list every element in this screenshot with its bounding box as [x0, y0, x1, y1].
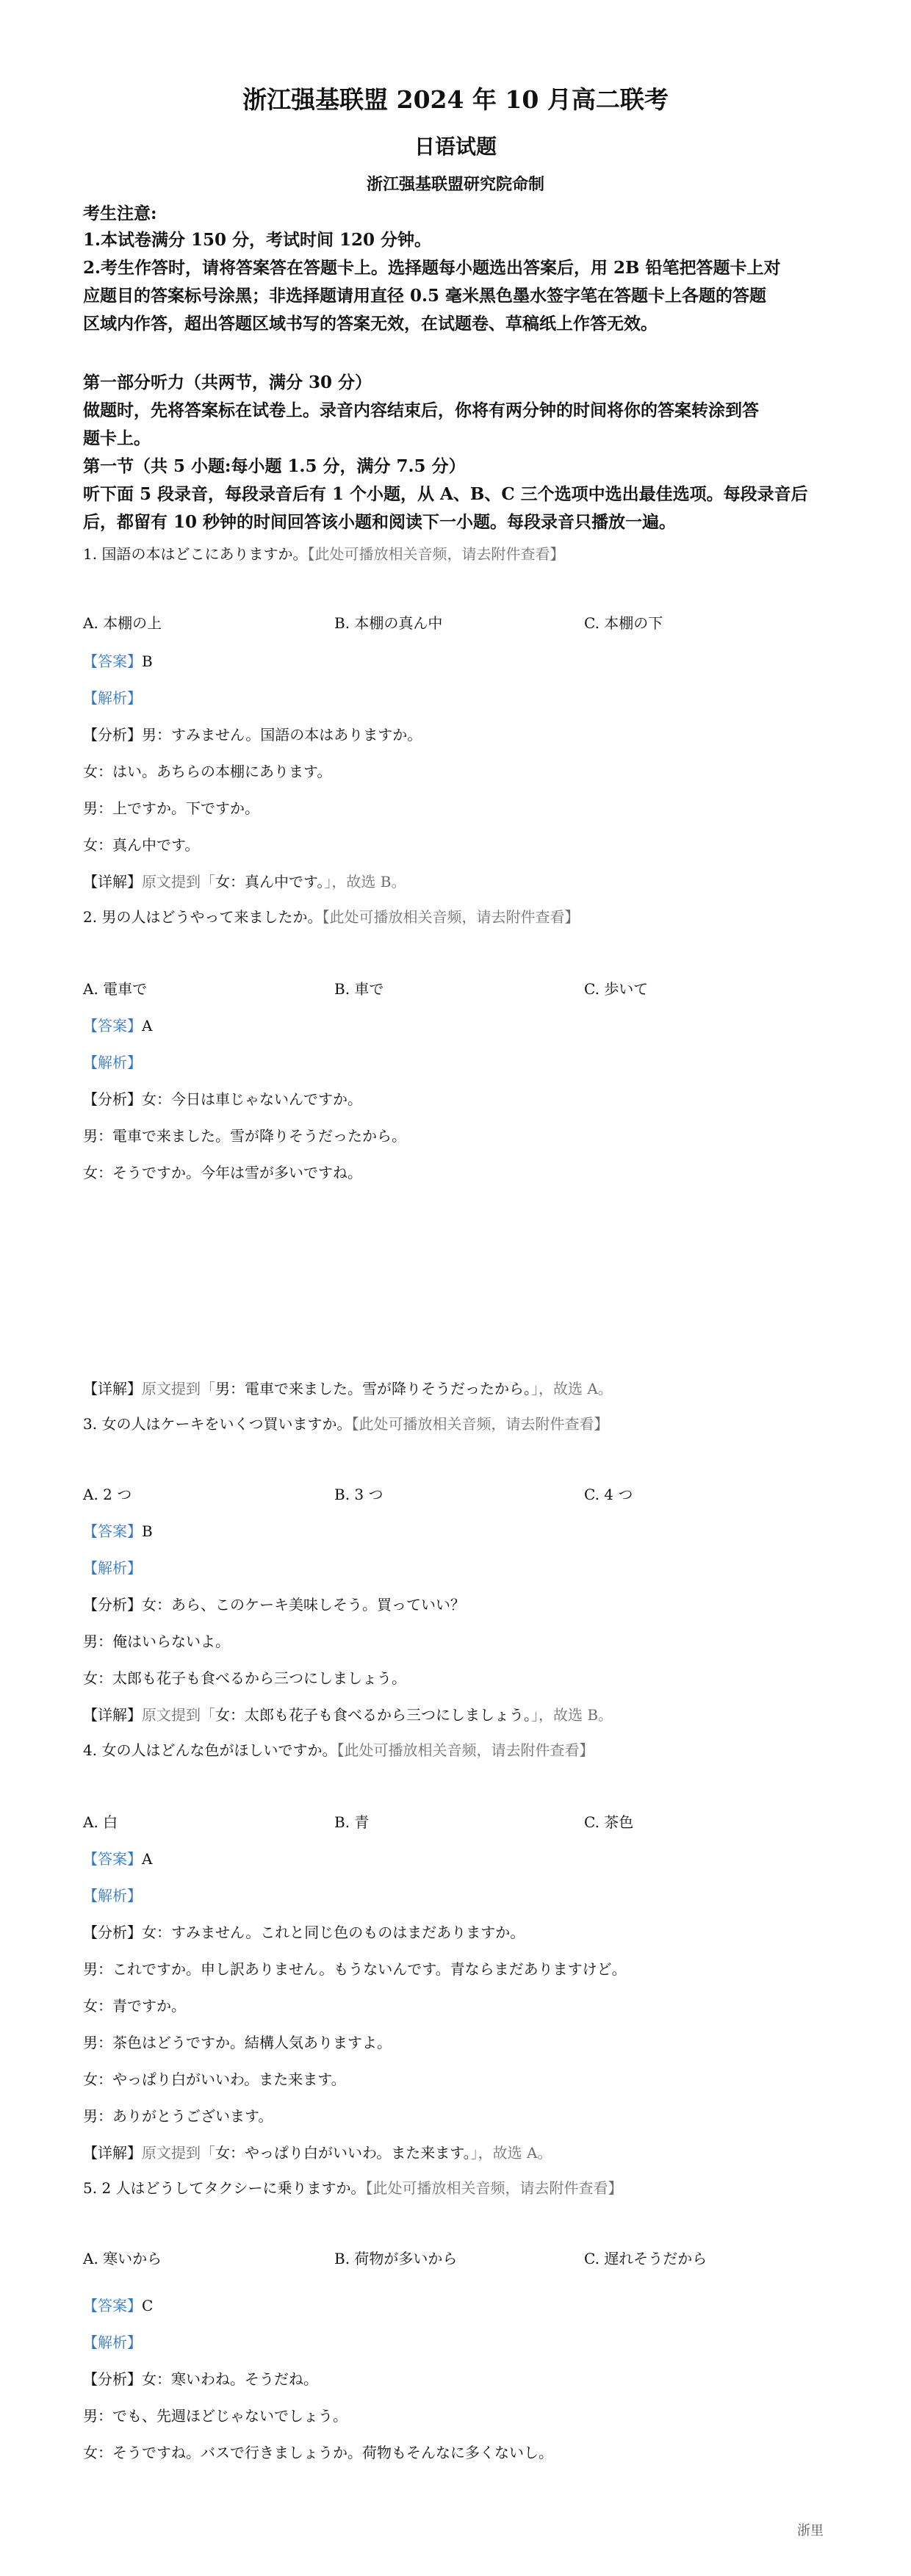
detail-label: 【详解】 — [83, 1380, 142, 1397]
q3-transcript-1 — [83, 1593, 465, 1614]
q5-answer — [83, 2294, 153, 2315]
answer-value: A — [142, 1017, 153, 1035]
part1-heading: 第一部分听力（共两节，满分 30 分） — [83, 373, 372, 392]
q1-transcript-3: 男：上ですか。下ですか。 — [83, 799, 259, 817]
q4-detail: 【详解】原文提到「女：やっぱり白がいいわ。また来ます。」，故选 A。 — [83, 2144, 552, 2162]
part1-instruction-line-2: 题卡上。 — [83, 428, 151, 448]
q4-transcript-5: 女：やっぱり白がいいわ。また来ます。 — [83, 2070, 346, 2088]
q3-transcript-3: 女：太郎も花子も食べるから三つにしましょう。 — [83, 1669, 406, 1687]
q2-option-c: C. 歩いて — [584, 980, 649, 998]
q1-option-c: C. 本棚の下 — [584, 614, 663, 632]
notice-item-2-line-1: 2.考生作答时，请将答案答在答题卡上。选择题每小题选出答案后，用 2B 铅笔把答题卡上对 — [83, 258, 781, 278]
audio-note: 【此处可播放相关音频，请去附件查看】 — [351, 1415, 609, 1433]
q4-transcript-6: 男：ありがとうございます。 — [83, 2107, 273, 2125]
organization-line: 浙江强基联盟研究院命制 — [366, 175, 544, 194]
answer-value: B — [142, 1522, 153, 1540]
q1-answer — [83, 650, 153, 671]
q4-answer — [83, 1847, 152, 1868]
q1-transcript-4: 女：真ん中です。 — [83, 836, 200, 854]
question-5-stem — [83, 2176, 623, 2198]
fenxi-label: 【分析】 — [83, 1090, 142, 1108]
answer-value: B — [142, 652, 153, 670]
q4-option-a: A. 白 — [83, 1813, 118, 1831]
answer-label: 【答案】 — [83, 1850, 142, 1868]
q3-option-a: A. 2 つ — [83, 1486, 132, 1503]
q2-answer — [83, 1014, 152, 1035]
q3-analysis-label: 【解析】 — [83, 1559, 142, 1577]
q2-transcript-2: 男：電車で来ました。雪が降りそうだったから。 — [83, 1127, 406, 1145]
q3-option-b: B. 3 つ — [334, 1486, 384, 1503]
q3-transcript-2: 男：俺はいらないよ。 — [83, 1633, 230, 1650]
notice-item-2-line-3: 区域内作答，超出答题区域书写的答案无效，在试题卷、草稿纸上作答无效。 — [83, 314, 658, 334]
section1-heading: 第一节（共 5 小题:每小题 1.5 分，满分 7.5 分） — [83, 456, 466, 476]
question-3-stem — [83, 1412, 608, 1433]
q4-transcript-3: 女：青ですか。 — [83, 1997, 186, 2015]
q1-option-b: B. 本棚の真ん中 — [334, 614, 443, 632]
audio-note: 【此处可播放相关音频，请去附件查看】 — [307, 545, 565, 563]
audio-note: 【此处可播放相关音频，请去附件查看】 — [322, 908, 580, 926]
q5-option-a: A. 寒いから — [83, 2250, 162, 2267]
page-title: 浙江强基联盟 2024 年 10 月高二联考 — [242, 85, 669, 114]
answer-label: 【答案】 — [83, 1522, 142, 1540]
question-text: 2. 男の人はどうやって来ましたか。 — [83, 908, 323, 926]
q1-detail: 【详解】原文提到「女：真ん中です。」，故选 B。 — [83, 873, 406, 891]
question-text: 3. 女の人はケーキをいくつ買いますか。 — [83, 1415, 352, 1433]
question-text: 1. 国語の本はどこにありますか。 — [83, 545, 308, 563]
answer-value: A — [142, 1850, 153, 1868]
q3-option-c: C. 4 つ — [584, 1486, 633, 1503]
q4-transcript-1 — [83, 1921, 525, 1942]
transcript-line: 女：今日は車じゃないんですか。 — [142, 1090, 362, 1108]
transcript-line: 男：すみません。国語の本はありますか。 — [142, 726, 422, 744]
fenxi-label: 【分析】 — [83, 1924, 142, 1941]
detail-label: 【详解】 — [83, 873, 142, 891]
detail-label: 【详解】 — [83, 1706, 142, 1724]
notice-item-2-line-2: 应题目的答案标号涂黑；非选择题请用直径 0.5 毫米黑色墨水签字笔在答题卡上各题的答题 — [83, 286, 767, 306]
audio-note: 【此处可播放相关音频，请去附件查看】 — [336, 1741, 594, 1759]
page-subtitle: 日语试题 — [414, 134, 497, 159]
q5-option-b: B. 荷物が多いから — [334, 2250, 458, 2267]
fenxi-label: 【分析】 — [83, 2370, 142, 2388]
notice-heading: 考生注意: — [83, 204, 157, 223]
answer-label: 【答案】 — [83, 2297, 142, 2314]
notice-item-1: 1.本试卷满分 150 分，考试时间 120 分钟。 — [83, 230, 432, 250]
q2-option-a: A. 電車で — [83, 980, 148, 998]
detail-label: 【详解】 — [83, 2144, 142, 2162]
q4-transcript-2: 男：これですか。申し訳ありません。もうないんです。青ならまだありますけど。 — [83, 1960, 627, 1978]
q3-answer — [83, 1519, 153, 1541]
section1-line-2: 后，都留有 10 秒钟的时间回答该小题和阅读下一小题。每段录音只播放一遍。 — [83, 512, 677, 532]
q5-option-c: C. 遅れそうだから — [584, 2250, 707, 2267]
q5-transcript-3: 女：そうですね。バスで行きましょうか。荷物もそんなに多くないし。 — [83, 2444, 553, 2461]
q4-option-b: B. 青 — [334, 1813, 370, 1831]
question-4-stem — [83, 1738, 594, 1760]
audio-note: 【此处可播放相关音频，请去附件查看】 — [365, 2179, 623, 2197]
section1-line-1: 听下面 5 段录音，每段录音后有 1 个小题，从 A、B、C 三个选项中选出最佳选项。每段录音后 — [83, 484, 808, 504]
question-text: 5. 2 人はどうしてタクシーに乗りますか。 — [83, 2179, 366, 2197]
answer-value: C — [142, 2297, 154, 2314]
transcript-line: 女：あら、このケーキ美味しそう。買っていい？ — [142, 1596, 465, 1613]
q1-option-a: A. 本棚の上 — [83, 614, 162, 632]
transcript-line: 女：寒いわね。そうだね。 — [142, 2370, 318, 2388]
q2-analysis-label: 【解析】 — [83, 1054, 142, 1071]
q1-transcript-1 — [83, 723, 422, 744]
q1-analysis-label: 【解析】 — [83, 689, 142, 707]
q2-detail: 【详解】原文提到「男：電車で来ました。雪が降りそうだったから。」，故选 A。 — [83, 1380, 613, 1397]
answer-label: 【答案】 — [83, 652, 142, 670]
fenxi-label: 【分析】 — [83, 1596, 142, 1613]
q4-analysis-label: 【解析】 — [83, 1887, 142, 1904]
q1-transcript-2: 女：はい。あちらの本棚にあります。 — [83, 763, 332, 780]
question-2-stem — [83, 905, 579, 927]
transcript-line: 女：すみません。これと同じ色のものはまだありますか。 — [142, 1924, 525, 1941]
q3-detail: 【详解】原文提到「女：太郎も花子も食べるから三つにしましょう。」，故选 B。 — [83, 1706, 613, 1724]
question-text: 4. 女の人はどんな色がほしいですか。 — [83, 1741, 337, 1759]
q2-option-b: B. 車で — [334, 980, 384, 998]
fenxi-label: 【分析】 — [83, 726, 142, 744]
q5-analysis-label: 【解析】 — [83, 2334, 142, 2351]
part1-instruction-line-1: 做题时，先将答案标在试卷上。录音内容结束后，你将有两分钟的时间将你的答案转涂到答 — [83, 400, 759, 420]
q4-option-c: C. 茶色 — [584, 1813, 634, 1831]
q5-transcript-1 — [83, 2367, 318, 2389]
q2-transcript-1 — [83, 1087, 362, 1109]
question-1-stem — [83, 542, 564, 564]
q4-transcript-4: 男：茶色はどうですか。結構人気ありますよ。 — [83, 2034, 392, 2051]
answer-label: 【答案】 — [83, 1017, 142, 1035]
footer-corner-text: 浙里 — [797, 2523, 824, 2539]
q5-transcript-2: 男：でも、先週ほどじゃないでしょう。 — [83, 2407, 348, 2425]
q2-transcript-3: 女：そうですか。今年は雪が多いですね。 — [83, 1164, 362, 1181]
